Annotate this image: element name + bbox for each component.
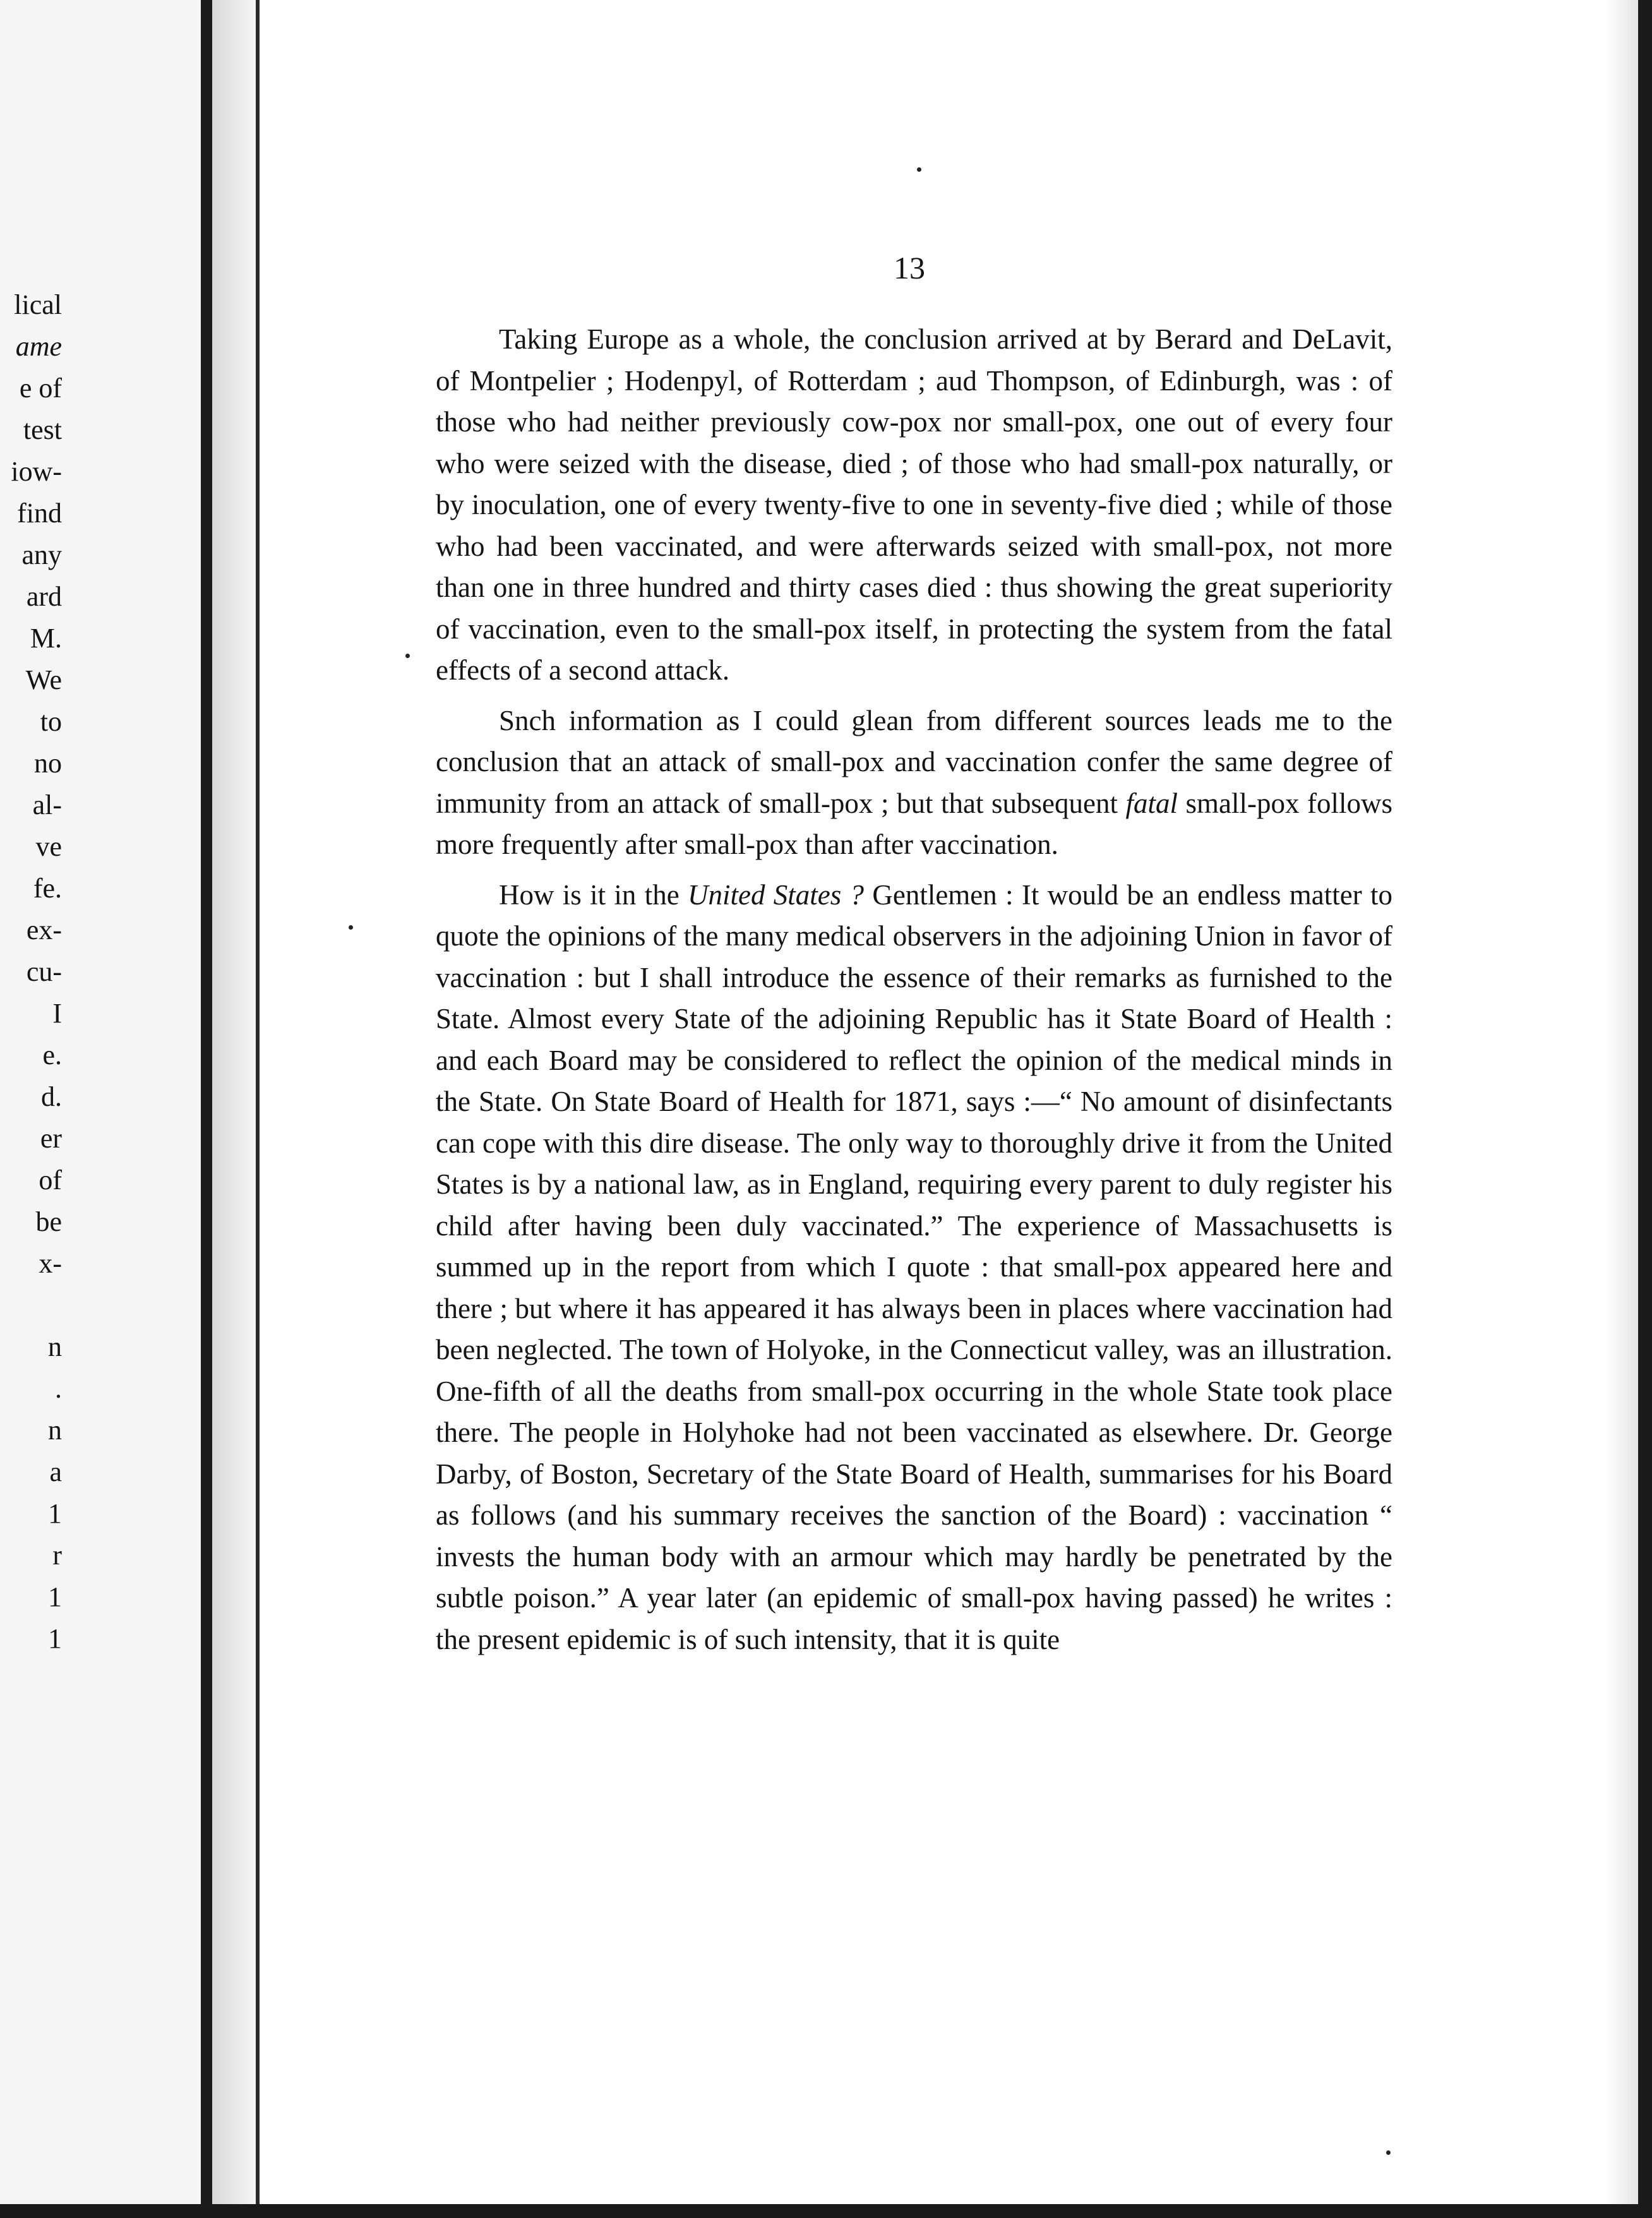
paragraph-text: Snch information as I could glean from different sources leads me to the conclusion that an attack of small-pox and vaccination confer the same degree of immunity from an attack of small-pox ; but that subsequent (436, 704, 1392, 819)
page-gutter-shadow (212, 0, 256, 2218)
previous-page-fragment: ame (15, 331, 62, 362)
previous-page-fragment: a (49, 1456, 62, 1487)
previous-page-fragment: al- (32, 789, 62, 820)
italic-emphasis: fatal (1125, 787, 1178, 819)
previous-page-fragment: fe. (33, 873, 62, 904)
previous-page-edge (0, 0, 212, 2218)
previous-page-fragment: n (48, 1331, 62, 1362)
paragraph-immunity (436, 700, 1392, 866)
page-right-curl-shade (1604, 0, 1638, 2218)
previous-page-fragment: n (48, 1415, 62, 1446)
previous-page-fragment: e of (19, 373, 62, 404)
previous-page-fragment: 1 (48, 1581, 62, 1612)
previous-page-fragment: no (34, 748, 62, 779)
previous-page-fragment: to (40, 706, 62, 737)
scan-speck (405, 654, 410, 658)
previous-page-fragment: lical (14, 289, 62, 320)
previous-page-fragment (0, 1285, 62, 1326)
scan-speck (917, 167, 921, 172)
scan-right-border (1638, 0, 1652, 2218)
paragraph-text: small-pox follows more frequently after small-pox than after vaccination. (436, 787, 1392, 860)
previous-page-fragment: I (52, 998, 62, 1029)
body-text (436, 319, 1392, 1669)
previous-page-fragment: e. (42, 1040, 62, 1070)
previous-page-fragment: x- (39, 1248, 62, 1279)
paragraph-united-states (436, 875, 1392, 1661)
previous-page-fragment: ard (26, 581, 62, 612)
page-gutter-inner-line (256, 0, 260, 2218)
paragraph-text: Gentlemen : It would be an endless matter to quote the opinions of the many medical observers in the adjoining Union in favor of vaccination : but I shall introduce the essence of their remarks as furnished to the State. Almost every State of the adjoining Republic has it State Board of Health : and each Board may be considered to reflect the opinion of the medical minds in the State. On State Board of Health for 1871, says :—“ No amount of disinfectants can cope with this dire disease. The only way to thoroughly drive it from the United States is by a national law, as in England, requiring every parent to duly register his child after having been duly vaccinated.” The experience of Massachusetts is summed up in the report from which I quote : that small-pox appeared here and there ; but where it has appeared it has always been in places where vaccination had been neglected. The town of Holyoke, in the Connecticut valley, was an illustration. One-fifth of all the deaths from small-pox occurring in the whole State took place there. The people in Holyhoke had not been vaccinated as elsewhere. Dr. George Darby, of Boston, Secretary of the State Board of Health, summarises for his Board as follows (and his summary receives the sanction of the Board) : vaccination “ invests the human body with an armour which may hardly be penetrated by the subtle poison.” A year later (an epidemic of small-pox having passed) he writes : the present epidemic is of such intensity, that it is quite (436, 878, 1392, 1655)
italic-emphasis: United States ? (687, 878, 865, 911)
previous-page-fragment: of (39, 1165, 62, 1196)
previous-page-fragment: We (25, 664, 62, 695)
previous-page-fragment: M. (30, 623, 62, 654)
scan-bottom-border (0, 2204, 1652, 2218)
previous-page-text-fragments (0, 284, 62, 1660)
previous-page-fragment: iow- (11, 456, 62, 487)
paragraph-text: How is it in the (499, 878, 688, 911)
page-gutter-dark-edge (201, 0, 212, 2218)
previous-page-fragment: cu- (26, 956, 62, 987)
previous-page-fragment: ex- (26, 914, 62, 945)
previous-page-fragment: . (55, 1373, 62, 1404)
previous-page-fragment: d. (41, 1081, 62, 1112)
previous-page-fragment: find (17, 498, 62, 529)
previous-page-fragment: er (40, 1123, 62, 1154)
previous-page-fragment: 1 (48, 1498, 62, 1529)
previous-page-fragment: 1 (48, 1623, 62, 1654)
scan-speck (1386, 2150, 1391, 2155)
previous-page-fragment: test (23, 414, 62, 445)
page-number: 13 (894, 250, 925, 285)
scan-speck (349, 925, 353, 930)
paragraph-europe (436, 319, 1392, 692)
paragraph-text: Taking Europe as a whole, the conclusion arrived at by Berard and DeLavit, of Montpelier ; Hodenpyl, of Rotterdam ; aud Thompson, of Edinburgh, was : of those who had neither previously cow-pox nor small-pox, one out of every four who were seized with the disease, died ; of those who had small-pox naturally, or by inoculation, one of every twenty-five to one in seventy-five died ; while of those who had been vaccinated, and were afterwards seized with small-pox, not more than one in three hundred and thirty cases died : thus showing the great superiority of vaccination, even to the small-pox itself, in protecting the system from the fatal effects of a second attack. (436, 323, 1392, 686)
previous-page-fragment: any (21, 539, 62, 570)
previous-page-fragment: r (52, 1540, 62, 1571)
previous-page-fragment: be (35, 1206, 62, 1237)
previous-page-fragment: ve (35, 831, 62, 862)
